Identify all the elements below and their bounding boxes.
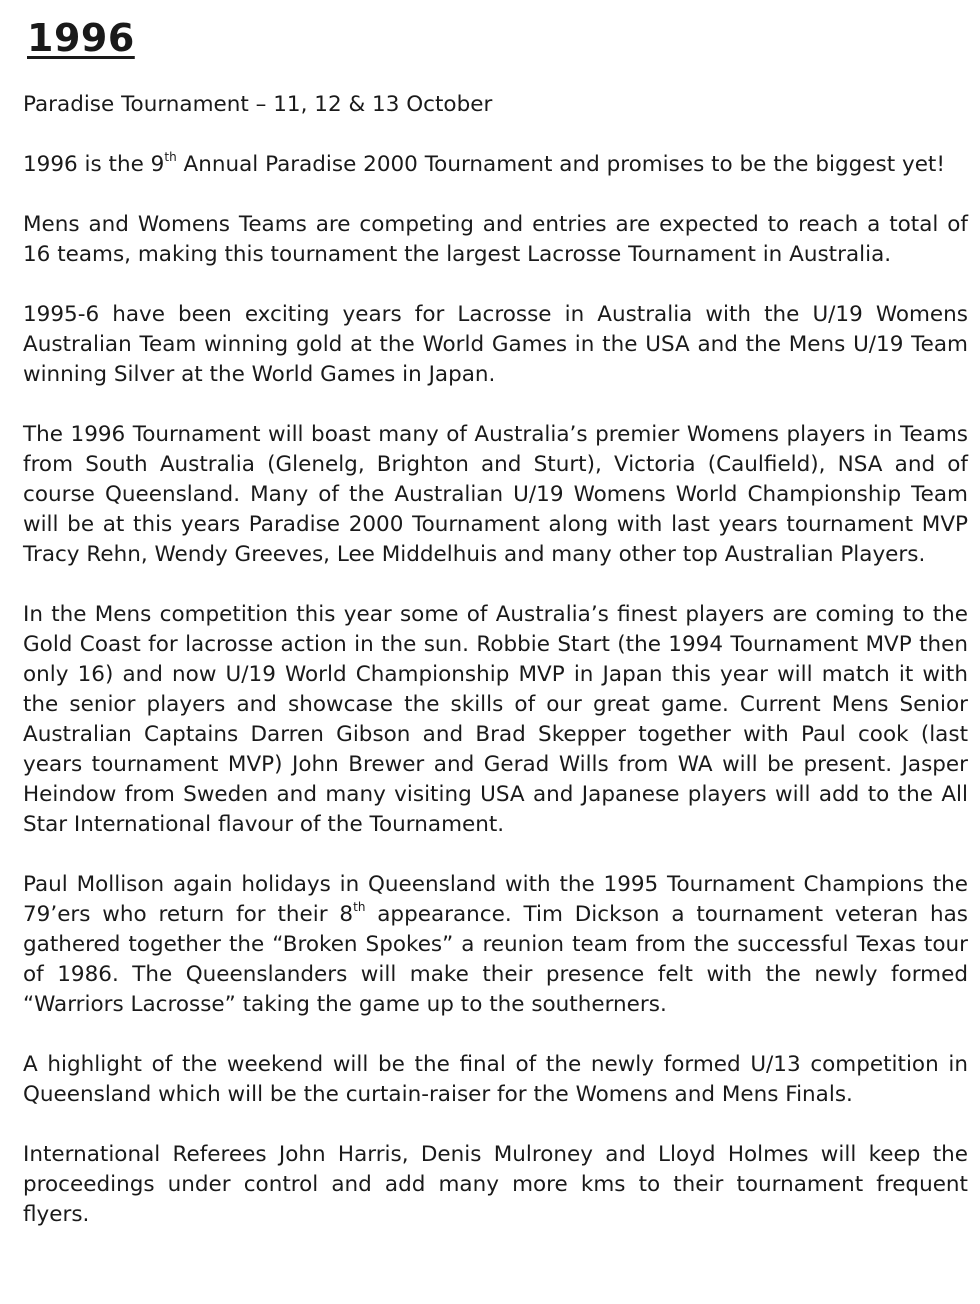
intro-text-end: Annual Paradise 2000 Tournament and promises to be the biggest yet!: [176, 152, 945, 177]
paragraph-womens: The 1996 Tournament will boast many of Australia’s premier Womens players in Teams from South Australia (Glenelg, Brighton and Sturt), Victoria (Caulfield), NSA and of course Queensland. Many of the Australian U/19 Womens World Championship Team will be at this years Paradise 2000 Tournament along with last years tournament MVP Tracy Rehn, Wendy Greeves, Lee Middelhuis and many other top Australian Players.: [23, 422, 968, 567]
paragraph-highlight: A highlight of the weekend will be the final of the newly formed U/13 competition in Queensland which will be the curtain-raiser for the Womens and Mens Finals.: [23, 1052, 968, 1107]
ordinal-suffix: th: [164, 150, 177, 164]
intro-text-start: 1996 is the 9: [23, 152, 165, 177]
paragraph-teams-returning: [23, 870, 968, 1020]
paragraph-intro: [23, 150, 968, 180]
paragraph-teams: Mens and Womens Teams are competing and entries are expected to reach a total of 16 teams, making this tournament the largest Lacrosse Tournament in Australia.: [23, 212, 968, 267]
paragraph-referees: International Referees John Harris, Denis Mulroney and Lloyd Holmes will keep the proceedings under control and add many more kms to their tournament frequent flyers.: [23, 1142, 968, 1227]
paragraph-achievements: 1995-6 have been exciting years for Lacrosse in Australia with the U/19 Womens Australian Team winning gold at the World Games in the USA and the Mens U/19 Team winning Silver at the World Games in Japan.: [23, 302, 968, 387]
returning-text-start: Paul Mollison again holidays in Queensland with the 1995 Tournament Champions the 79’ers who return for their 8: [23, 872, 968, 927]
tournament-dates: Paradise Tournament – 11, 12 & 13 October: [23, 92, 493, 117]
returning-text-end: appearance. Tim Dickson a tournament veteran has gathered together the “Broken Spokes” a reunion team from the successful Texas tour of 1986. The Queenslanders will make their presence felt with the newly formed “Warriors Lacrosse” taking the game up to the southerners.: [23, 902, 968, 1017]
paragraph-mens: In the Mens competition this year some of Australia’s finest players are coming to the Gold Coast for lacrosse action in the sun. Robbie Start (the 1994 Tournament MVP then only 16) and now U/19 World Championship MVP in Japan this year will match it with the senior players and showcase the skills of our great game. Current Mens Senior Australian Captains Darren Gibson and Brad Skepper together with Paul cook (last years tournament MVP) John Brewer and Gerad Wills from WA will be present. Jasper Heindow from Sweden and many visiting USA and Japanese players will add to the All Star International flavour of the Tournament.: [23, 602, 968, 837]
ordinal-suffix: th: [353, 900, 366, 914]
document-title: 1996: [27, 16, 135, 60]
